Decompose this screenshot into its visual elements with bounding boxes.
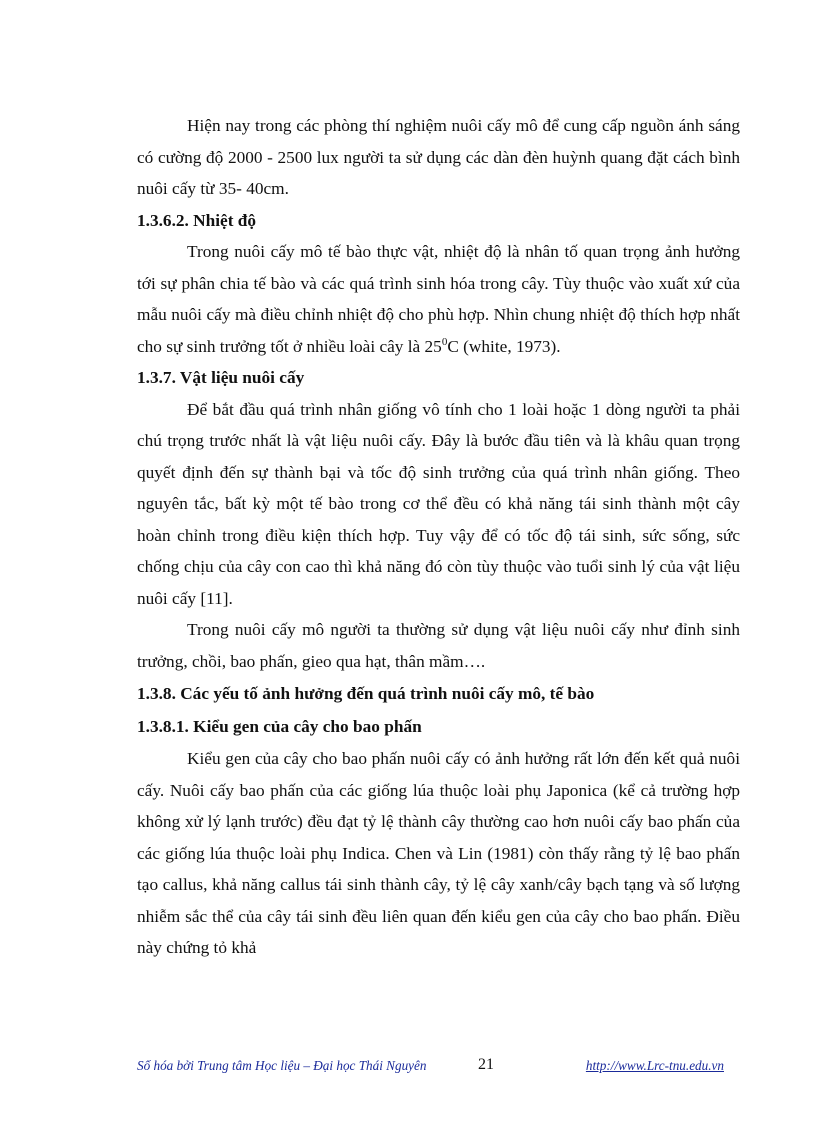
page-footer: [0, 1058, 816, 1078]
temperature-reference: (white, 1973).: [458, 336, 561, 356]
paragraph-material-1: Để bắt đầu quá trình nhân giống vô tính cho 1 loài hoặc 1 dòng người ta phải chú trọng trước nhất là vật liệu nuôi cấy. Đây là bước đầu tiên và là khâu quan trọng quyết định đến sự thành bại và tốc độ sinh trưởng của quá trình nhân giống. Theo nguyên tắc, bất kỳ một tế bào trong cơ thể đều có khả năng tái sinh thành một cây hoàn chỉnh trong điều kiện thích hợp. Tuy vậy để có tốc độ tái sinh, sức sống, sức chống chịu của cây con cao thì khả năng đó còn tùy thuộc vào tuổi sinh lý của vật liệu nuôi cấy [11].: [137, 399, 740, 608]
paragraph-light-intensity: Hiện nay trong các phòng thí nghiệm nuôi cấy mô để cung cấp nguồn ánh sáng có cường độ 2000 - 2500 lux người ta sử dụng các dàn đèn huỳnh quang đặt cách bình nuôi cấy từ 35- 40cm.: [137, 116, 740, 198]
heading-1-3-7: 1.3.7. Vật liệu nuôi cấy: [137, 368, 305, 387]
temperature-text: Trong nuôi cấy mô tế bào thực vật, nhiệt độ là nhân tố quan trọng ảnh hưởng tới sự phân chia tế bào và các quá trình sinh hóa trong cây. Tùy thuộc vào xuất xứ của mẫu nuôi cấy mà điều chỉnh nhiệt độ cho phù hợp. Nhìn chung nhiệt độ thích hợp nhất cho sự sinh trưởng tốt ở nhiều loài cây là 25: [137, 242, 740, 356]
temperature-unit: C: [447, 336, 459, 356]
footer-source: Số hóa bởi Trung tâm Học liệu – Đại học Thái Nguyên: [137, 1058, 427, 1073]
degree-superscript: 0: [441, 335, 448, 348]
footer-link[interactable]: http://www.Lrc-tnu.edu.vn: [585, 1058, 724, 1073]
page-content: [137, 110, 740, 964]
heading-1-3-8-1: 1.3.8.1. Kiểu gen của cây cho bao phấn: [137, 717, 422, 736]
page-number: 21: [478, 1056, 494, 1073]
heading-1-3-6-2: 1.3.6.2. Nhiệt độ: [137, 210, 257, 230]
heading-1-3-8: 1.3.8. Các yếu tố ảnh hưởng đến quá trình nuôi cấy mô, tế bào: [137, 684, 595, 703]
paragraph-genotype: Kiểu gen của cây cho bao phấn nuôi cấy có ảnh hưởng rất lớn đến kết quả nuôi cấy. Nuôi cấy bao phấn của các giống lúa thuộc loài phụ Japonica (kể cả trường hợp không xử lý lạnh trước) đều đạt tỷ lệ thành cây thường cao hơn nuôi cấy bao phấn của các giống lúa thuộc loài phụ Indica. Chen và Lin (1981) còn thấy rằng tỷ lệ bao phấn tạo callus, khả năng callus tái sinh thành cây, tỷ lệ cây xanh/cây bạch tạng và số lượng nhiễm sắc thể của cây tái sinh đều liên quan đến kiểu gen của cây cho bao phấn. Điều này chứng tỏ khả: [137, 749, 740, 957]
paragraph-temperature: [137, 236, 740, 362]
paragraph-material-2: Trong nuôi cấy mô người ta thường sử dụng vật liệu nuôi cấy như đỉnh sinh trưởng, chồi, bao phấn, gieo qua hạt, thân mầm….: [137, 620, 740, 671]
